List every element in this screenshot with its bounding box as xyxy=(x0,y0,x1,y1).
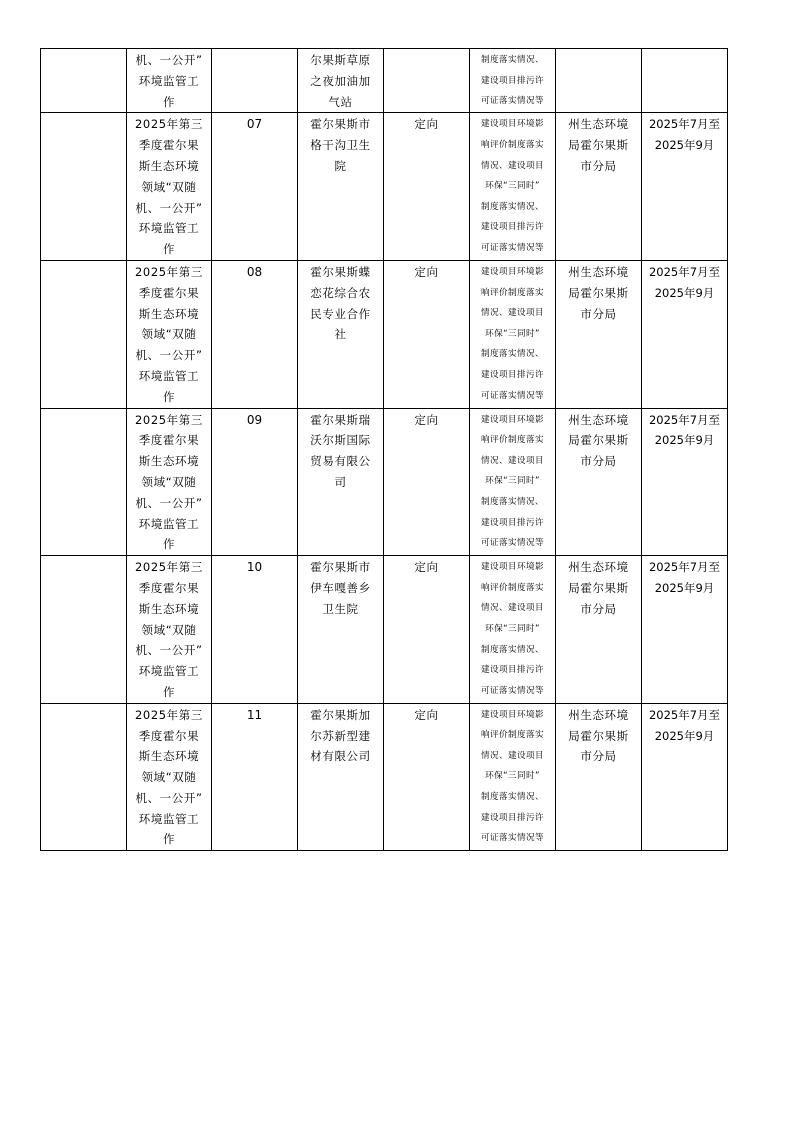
task-cell: 2025年第三 季度霍尔果 斯生态环境 领域“双随 机、一公开” 环境监管工 作 xyxy=(127,260,212,408)
content-cell: 建设项目环境影 响评价制度落实 情况、建设项目 环保“三同时” 制度落实情况、 建设项目排污许 可证落实情况等 xyxy=(470,556,556,704)
task-cell: 2025年第三 季度霍尔果 斯生态环境 领域“双随 机、一公开” 环境监管工 作 xyxy=(127,113,212,261)
period-cell xyxy=(642,49,728,113)
content-cell: 建设项目环境影 响评价制度落实 情况、建设项目 环保“三同时” 制度落实情况、 建设项目排污许 可证落实情况等 xyxy=(470,260,556,408)
object-cell: 霍尔果斯市 格干沟卫生 院 xyxy=(298,113,384,261)
object-cell: 霍尔果斯瑞 沃尔斯国际 贸易有限公 司 xyxy=(298,408,384,556)
number-cell: 09 xyxy=(212,408,298,556)
blank-cell xyxy=(41,113,127,261)
object-cell: 霍尔果斯蝶 恋花综合农 民专业合作 社 xyxy=(298,260,384,408)
period-cell: 2025年7月至 2025年9月 xyxy=(642,260,728,408)
department-cell: 州生态环境 局霍尔果斯 市分局 xyxy=(556,113,642,261)
table-row xyxy=(41,703,728,851)
number-cell: 08 xyxy=(212,260,298,408)
department-cell: 州生态环境 局霍尔果斯 市分局 xyxy=(556,703,642,851)
content-cell: 制度落实情况、 建设项目排污许 可证落实情况等 xyxy=(470,49,556,113)
department-cell xyxy=(556,49,642,113)
inspection-table xyxy=(40,48,728,851)
period-cell: 2025年7月至 2025年9月 xyxy=(642,556,728,704)
table-row xyxy=(41,49,728,113)
task-cell: 机、一公开” 环境监管工 作 xyxy=(127,49,212,113)
blank-cell xyxy=(41,556,127,704)
number-cell: 07 xyxy=(212,113,298,261)
number-cell: 10 xyxy=(212,556,298,704)
type-cell: 定向 xyxy=(384,260,470,408)
type-cell: 定向 xyxy=(384,556,470,704)
period-cell: 2025年7月至 2025年9月 xyxy=(642,408,728,556)
object-cell: 霍尔果斯市 伊车嘎善乡 卫生院 xyxy=(298,556,384,704)
type-cell: 定向 xyxy=(384,408,470,556)
content-cell: 建设项目环境影 响评价制度落实 情况、建设项目 环保“三同时” 制度落实情况、 建设项目排污许 可证落实情况等 xyxy=(470,113,556,261)
period-cell: 2025年7月至 2025年9月 xyxy=(642,113,728,261)
table-row xyxy=(41,260,728,408)
object-cell: 霍尔果斯加 尔苏新型建 材有限公司 xyxy=(298,703,384,851)
object-cell: 尔果斯草原 之夜加油加 气站 xyxy=(298,49,384,113)
blank-cell xyxy=(41,260,127,408)
department-cell: 州生态环境 局霍尔果斯 市分局 xyxy=(556,556,642,704)
number-cell: 11 xyxy=(212,703,298,851)
content-cell: 建设项目环境影 响评价制度落实 情况、建设项目 环保“三同时” 制度落实情况、 建设项目排污许 可证落实情况等 xyxy=(470,703,556,851)
table-row xyxy=(41,556,728,704)
type-cell: 定向 xyxy=(384,113,470,261)
department-cell: 州生态环境 局霍尔果斯 市分局 xyxy=(556,408,642,556)
task-cell: 2025年第三 季度霍尔果 斯生态环境 领域“双随 机、一公开” 环境监管工 作 xyxy=(127,703,212,851)
task-cell: 2025年第三 季度霍尔果 斯生态环境 领域“双随 机、一公开” 环境监管工 作 xyxy=(127,408,212,556)
department-cell: 州生态环境 局霍尔果斯 市分局 xyxy=(556,260,642,408)
blank-cell xyxy=(41,703,127,851)
type-cell xyxy=(384,49,470,113)
period-cell: 2025年7月至 2025年9月 xyxy=(642,703,728,851)
task-cell: 2025年第三 季度霍尔果 斯生态环境 领域“双随 机、一公开” 环境监管工 作 xyxy=(127,556,212,704)
blank-cell xyxy=(41,49,127,113)
table-row xyxy=(41,408,728,556)
content-cell: 建设项目环境影 响评价制度落实 情况、建设项目 环保“三同时” 制度落实情况、 建设项目排污许 可证落实情况等 xyxy=(470,408,556,556)
blank-cell xyxy=(41,408,127,556)
number-cell xyxy=(212,49,298,113)
type-cell: 定向 xyxy=(384,703,470,851)
table-row xyxy=(41,113,728,261)
